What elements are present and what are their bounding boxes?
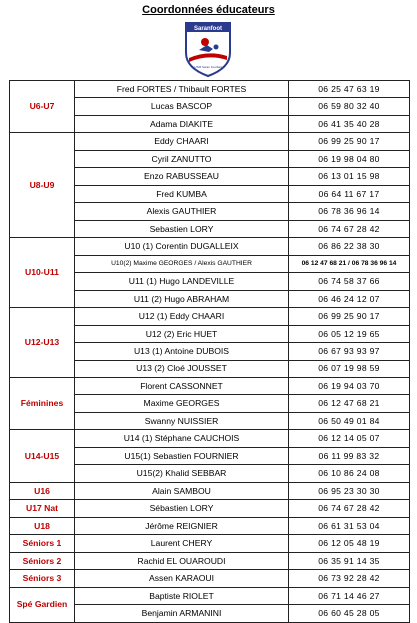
educator-name: Fred KUMBA bbox=[75, 185, 289, 202]
phone-number: 06 12 14 05 07 bbox=[289, 430, 410, 447]
table-row bbox=[10, 535, 410, 552]
club-logo bbox=[183, 20, 233, 78]
category-cell: U18 bbox=[10, 517, 75, 534]
category-cell: U17 Nat bbox=[10, 500, 75, 517]
phone-number: 06 50 49 01 84 bbox=[289, 412, 410, 429]
educator-name: U11 (2) Hugo ABRAHAM bbox=[75, 290, 289, 307]
educator-name: Swanny NUISSIER bbox=[75, 412, 289, 429]
phone-number: 06 74 58 37 66 bbox=[289, 273, 410, 290]
educator-name: Rachid EL OUAROUDI bbox=[75, 552, 289, 569]
category-cell: U14-U15 bbox=[10, 430, 75, 482]
educator-name: U15(1) Sebastien FOURNIER bbox=[75, 447, 289, 464]
educator-name: Sebastien LORY bbox=[75, 220, 289, 237]
phone-number: 06 19 98 04 80 bbox=[289, 150, 410, 167]
table-row bbox=[10, 238, 410, 255]
phone-number: 06 19 94 03 70 bbox=[289, 377, 410, 394]
phone-number: 06 86 22 38 30 bbox=[289, 238, 410, 255]
category-cell: Séniors 1 bbox=[10, 535, 75, 552]
phone-number: 06 25 47 63 19 bbox=[289, 81, 410, 98]
category-cell: U16 bbox=[10, 482, 75, 499]
educator-name: Alexis GAUTHIER bbox=[75, 203, 289, 220]
page-title: Coordonnées éducateurs bbox=[142, 4, 275, 16]
phone-number: 06 11 99 83 32 bbox=[289, 447, 410, 464]
phone-number: 06 10 86 24 08 bbox=[289, 465, 410, 482]
table-row bbox=[10, 587, 410, 604]
educator-name: U14 (1) Stéphane CAUCHOIS bbox=[75, 430, 289, 447]
phone-number: 06 05 12 19 65 bbox=[289, 325, 410, 342]
table-row bbox=[10, 430, 410, 447]
educator-name: Cyril ZANUTTO bbox=[75, 150, 289, 167]
phone-number: 06 71 14 46 27 bbox=[289, 587, 410, 604]
category-cell: Séniors 2 bbox=[10, 552, 75, 569]
category-cell: U12-U13 bbox=[10, 308, 75, 378]
table-row bbox=[10, 500, 410, 517]
phone-number: 06 61 31 53 04 bbox=[289, 517, 410, 534]
educator-name: Maxime GEORGES bbox=[75, 395, 289, 412]
phone-number: 06 46 24 12 07 bbox=[289, 290, 410, 307]
educator-name: Laurent CHERY bbox=[75, 535, 289, 552]
category-cell: Séniors 3 bbox=[10, 570, 75, 587]
educators-table bbox=[9, 80, 410, 623]
category-cell: Spé Gardien bbox=[10, 587, 75, 622]
educator-name: U13 (2) Cloé JOUSSET bbox=[75, 360, 289, 377]
phone-number: 06 07 19 98 59 bbox=[289, 360, 410, 377]
table-row bbox=[10, 81, 410, 98]
logo-club-name: Saranfoot bbox=[193, 26, 223, 32]
phone-number: 06 12 47 68 21 bbox=[289, 395, 410, 412]
table-row bbox=[10, 517, 410, 534]
category-cell: U10-U11 bbox=[10, 238, 75, 308]
phone-number: 06 99 25 90 17 bbox=[289, 133, 410, 150]
educator-name: Florent CASSONNET bbox=[75, 377, 289, 394]
phone-number: 06 35 91 14 35 bbox=[289, 552, 410, 569]
educator-name: U10 (1) Corentin DUGALLEIX bbox=[75, 238, 289, 255]
educator-name: U13 (1) Antoine DUBOIS bbox=[75, 343, 289, 360]
educator-name: Benjamin ARMANINI bbox=[75, 605, 289, 622]
phone-number: 06 12 47 68 21 / 06 78 36 96 14 bbox=[289, 255, 410, 272]
educator-name: U11 (1) Hugo LANDEVILLE bbox=[75, 273, 289, 290]
educator-name: Assen KARAOUI bbox=[75, 570, 289, 587]
educator-name: Alain SAMBOU bbox=[75, 482, 289, 499]
educator-name: U15(2) Khalid SEBBAR bbox=[75, 465, 289, 482]
table-row bbox=[10, 308, 410, 325]
phone-number: 06 60 45 28 05 bbox=[289, 605, 410, 622]
educator-name: Sébastien LORY bbox=[75, 500, 289, 517]
category-cell: U8-U9 bbox=[10, 133, 75, 238]
phone-number: 06 73 92 28 42 bbox=[289, 570, 410, 587]
educator-name: Lucas BASCOP bbox=[75, 98, 289, 115]
educator-name: Baptiste RIOLET bbox=[75, 587, 289, 604]
table-row bbox=[10, 570, 410, 587]
phone-number: 06 99 25 90 17 bbox=[289, 308, 410, 325]
educator-name: U10(2) Maxime GEORGES / Alexis GAUTHIER bbox=[75, 255, 289, 272]
educator-name: U12 (1) Eddy CHAARI bbox=[75, 308, 289, 325]
educator-name: Enzo RABUSSEAU bbox=[75, 168, 289, 185]
phone-number: 06 64 11 67 17 bbox=[289, 185, 410, 202]
educator-name: U12 (2) Eric HUET bbox=[75, 325, 289, 342]
table-row bbox=[10, 482, 410, 499]
category-cell: Féminines bbox=[10, 377, 75, 429]
educator-name: Adama DIAKITE bbox=[75, 115, 289, 132]
category-cell: U6-U7 bbox=[10, 81, 75, 133]
educator-name: Jérôme REIGNIER bbox=[75, 517, 289, 534]
phone-number: 06 41 35 40 28 bbox=[289, 115, 410, 132]
table-row bbox=[10, 377, 410, 394]
table-row bbox=[10, 552, 410, 569]
phone-number: 06 59 80 32 40 bbox=[289, 98, 410, 115]
logo-caption: USM Saran Football bbox=[194, 65, 222, 69]
phone-number: 06 74 67 28 42 bbox=[289, 500, 410, 517]
phone-number: 06 74 67 28 42 bbox=[289, 220, 410, 237]
educator-name: Fred FORTES / Thibault FORTES bbox=[75, 81, 289, 98]
educator-name: Eddy CHAARI bbox=[75, 133, 289, 150]
table-row bbox=[10, 133, 410, 150]
phone-number: 06 78 36 96 14 bbox=[289, 203, 410, 220]
phone-number: 06 12 05 48 19 bbox=[289, 535, 410, 552]
phone-number: 06 67 93 93 97 bbox=[289, 343, 410, 360]
phone-number: 06 95 23 30 30 bbox=[289, 482, 410, 499]
phone-number: 06 13 01 15 98 bbox=[289, 168, 410, 185]
